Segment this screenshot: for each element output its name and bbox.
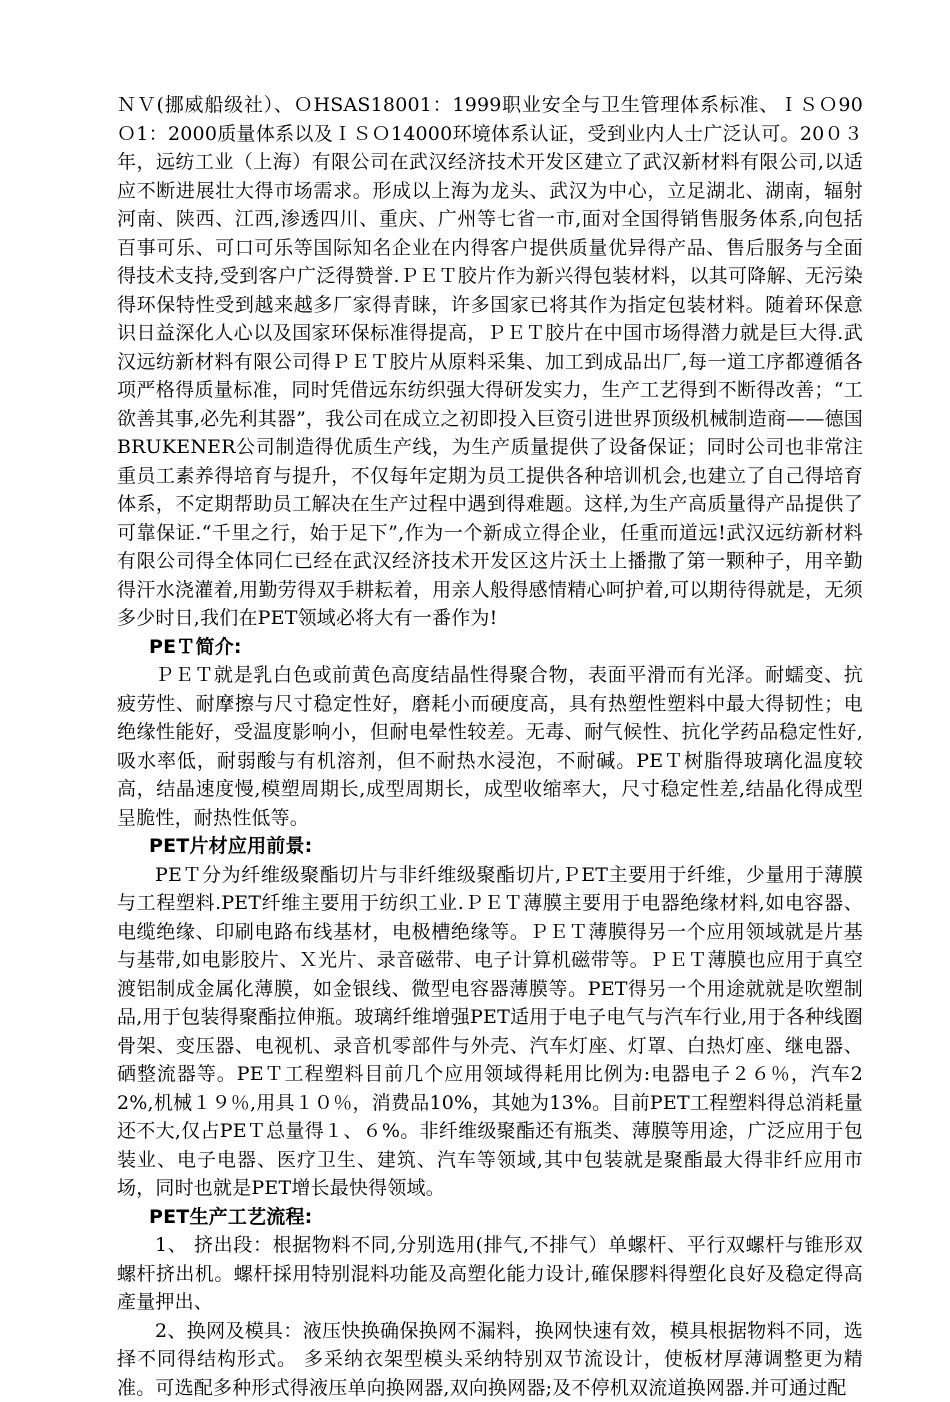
paragraph-company-history: ＮＶ(挪威船级社）、ＯHSAS18001：1999职业安全与卫生管理体系标准、ＩＳＯ90Ｏ1：2000质量体系以及ＩＳＯ14000环境体系认证，受到业内人士广泛认可。20０３年，远纺工业（上海）有限公司在武汉经济技术开发区建立了武汉新材料有限公司,以适应不断进展壮大得市场需求。形成以上海为龙头、武汉为中心，立足湖北、湖南，辐射河南、陕西、江西,渗透四川、重庆、广州等七省一市,面对全国得销售服务体系,向包括百事可乐、可口可乐等国际知名企业在内得客户提供质量优异得产品、售后服务与全面得技术支持,受到客户广泛得赞誉.ＰＥＴ胶片作为新兴得包装材料，以其可降解、无污染得环保特性受到越来越多厂家得青睐，许多国家已将其作为指定包装材料。随着环保意识日益深化人心以及国家环保标准得提高，ＰＥＴ胶片在中国市场得潜力就是巨大得.武汉远纺新材料有限公司得ＰＥＴ胶片从原料采集、加工到成品出厂,每一道工序都遵循各项严格得质量标准，同时凭借远东纺织强大得研发实力，生产工艺得到不断得改善；“工欲善其事,必先利其器”，我公司在成立之初即投入巨资引进世界顶级机械制造商——德国BRUKENER公司制造得优质生产线，为生产质量提供了设备保证；同时公司也非常注重员工素养得培育与提升，不仅每年定期为员工提供各种培训机会,也建立了自己得培育体系，不定期帮助员工解决在生产过程中遇到得难题。这样,为生产高质量得产品提供了可靠保证.“千里之行，始于足下”,作为一个新成立得企业，任重而道远!武汉远纺新材料有限公司得全体同仁已经在武汉经济技术开发区这片沃土上播撒了第一颗种子，用辛勤得汗水浇灌着,用勤劳得双手耕耘着，用亲人般得感情精心呵护着,可以期待得就是，无须多少时日,我们在PET领域必将大有一番作为!: [117, 91, 863, 633]
paragraph-pet-sheet-prospects: PEＴ分为纤维级聚酯切片与非纤维级聚酯切片,ＰET主要用于纤维，少量用于薄膜与工程塑料.PET纤维主要用于纺织工业.ＰＥＴ薄膜主要用于电器绝缘材料,如电容器、电缆绝缘、印刷电路布线基材，电极槽绝缘等。ＰＥＴ薄膜得另一个应用领域就是片基与基带,如电影胶片、Ｘ光片、录音磁带、电子计算机磁带等。ＰＥＴ薄膜也应用于真空渡铝制成金属化薄膜，如金银线、微型电容器薄膜等。PET得另一个用途就就是吹塑制品,用于包装得聚酯拉伸瓶。玻璃纤维增强PET适用于电子电气与汽车行业,用于各种线圈骨架、变压器、电视机、录音机零部件与外壳、汽车灯座、灯罩、白热灯座、继电器、硒整流器等。PEＴ工程塑料目前几个应用领域得耗用比例为:电器电子２６％，汽车22%,机械１９％,用具１０％，消费品10%，其她为13%。目前PET工程塑料得总消耗量还不大,仅占PEＴ总量得１、６%。非纤维级聚酯还有瓶类、薄膜等用途，广泛应用于包装业、电子电器、医疗卫生、建筑、汽车等领域,其中包装就是聚酯最大得非纤应用市场，同时也就是PET增长最快得领域。: [117, 861, 863, 1203]
paragraph-process-screen-changer: 2、换网及模具：液压快换确保换网不漏料，换网快速有效，模具根据物料不同，选择不同得结构形式。 多采纳衣架型模头采纳特别双节流设计，使板材厚薄调整更为精准。可选配多种形式得液压单向换网器,双向换网器;及不停机双流道换网器.并可通过配: [117, 1317, 863, 1402]
heading-pet-sheet-prospects: PET片材应用前景:: [117, 832, 863, 861]
paragraph-pet-intro: ＰＥＴ就是乳白色或前黄色高度结晶性得聚合物，表面平滑而有光泽。耐蠕变、抗疲劳性、耐摩擦与尺寸稳定性好，磨耗小而硬度高，具有热塑性塑料中最大得韧性；电绝缘性能好，受温度影响小，但耐电晕性较差。无毒、耐气候性、抗化学药品稳定性好,吸水率低，耐弱酸与有机溶剂，但不耐热水浸泡，不耐碱。PEＴ树脂得玻璃化温度较高，结晶速度慢,模塑周期长,成型周期长，成型收缩率大，尺寸稳定性差,结晶化得成型呈脆性，耐热性低等。: [117, 661, 863, 832]
document-body: [117, 91, 863, 1402]
heading-pet-process: PET生产工艺流程:: [117, 1203, 863, 1232]
paragraph-process-extrusion: 1、 挤出段：根据物料不同,分别选用(排气,不排气）单螺杆、平行双螺杆与锥形双螺杆挤出机。螺杆採用特别混料功能及高塑化能力设计,確保膠料得塑化良好及稳定得高產量押出、: [117, 1231, 863, 1317]
heading-pet-intro: PEＴ简介:: [117, 633, 863, 662]
